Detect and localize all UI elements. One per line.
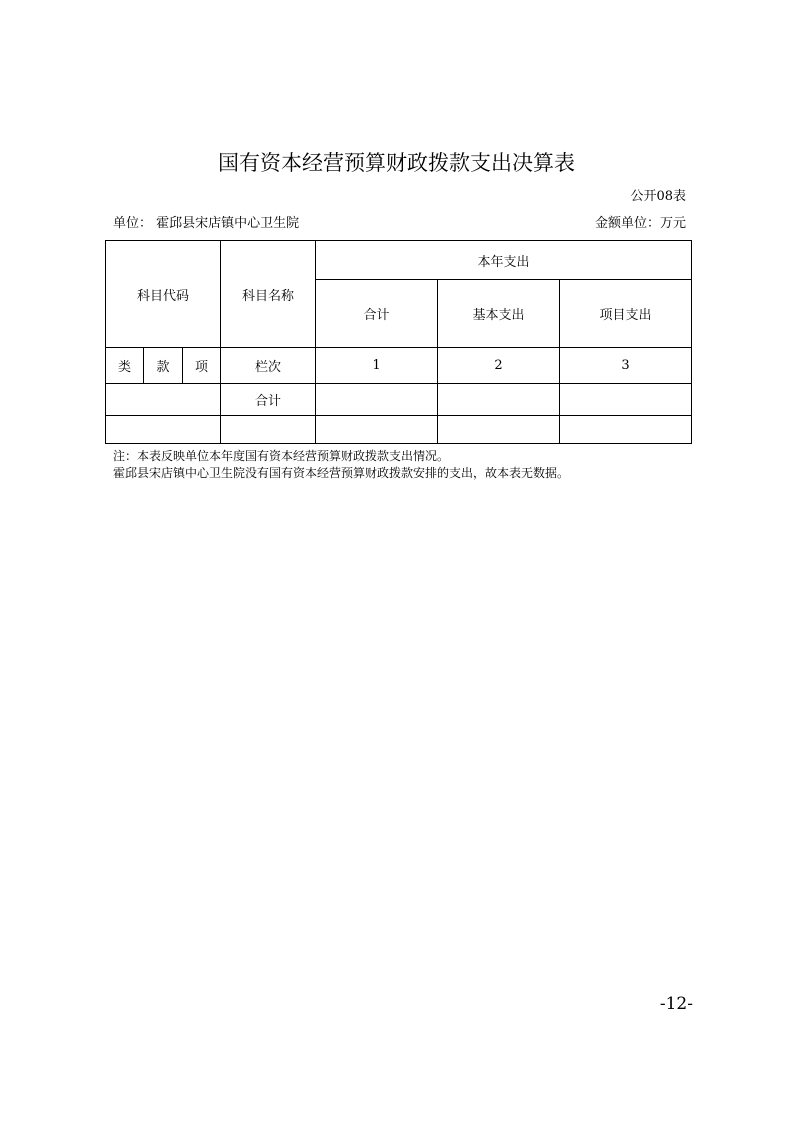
- unit-label: 单位： 霍邱县宋店镇中心卫生院: [113, 216, 300, 231]
- header-subject-code: 科目代码: [106, 241, 221, 348]
- empty-cell: [560, 416, 692, 444]
- page-number: -12-: [659, 994, 693, 1014]
- index-section: 款: [144, 348, 183, 384]
- index-col-3: 3: [560, 348, 692, 384]
- expense-table: [105, 240, 692, 444]
- empty-cell: [438, 416, 560, 444]
- empty-cell: [221, 416, 316, 444]
- empty-row: [106, 416, 692, 444]
- header-row-1: [106, 241, 692, 280]
- index-category: 类: [106, 348, 144, 384]
- note-line: 注：本表反映单位本年度国有资本经营预算财政拨款支出情况。: [113, 449, 450, 463]
- total-row: [106, 384, 692, 416]
- amount-unit: 金额单位：万元: [594, 216, 686, 231]
- header-subject-name: 科目名称: [221, 241, 316, 348]
- header-current-year-expense: 本年支出: [316, 241, 692, 280]
- total-row-label: 合计: [221, 384, 316, 416]
- notes: [113, 448, 569, 482]
- note-line: 霍邱县宋店镇中心卫生院没有国有资本经营预算财政拨款安排的支出，故本表无数据。: [113, 466, 570, 480]
- document-title: 国有资本经营预算财政拨款支出决算表: [218, 151, 575, 175]
- header-total: 合计: [316, 280, 438, 348]
- header-basic-expense: 基本支出: [438, 280, 560, 348]
- empty-cell: [316, 416, 438, 444]
- index-col-2: 2: [438, 348, 560, 384]
- index-item: 项: [183, 348, 221, 384]
- total-row-code: [106, 384, 221, 416]
- header-project-expense: 项目支出: [560, 280, 692, 348]
- total-row-total: [316, 384, 438, 416]
- index-row: [106, 348, 692, 384]
- table-number: 公开08表: [630, 189, 686, 204]
- index-column-label: 栏次: [221, 348, 316, 384]
- index-col-1: 1: [316, 348, 438, 384]
- total-row-project: [560, 384, 692, 416]
- total-row-basic: [438, 384, 560, 416]
- empty-cell: [106, 416, 221, 444]
